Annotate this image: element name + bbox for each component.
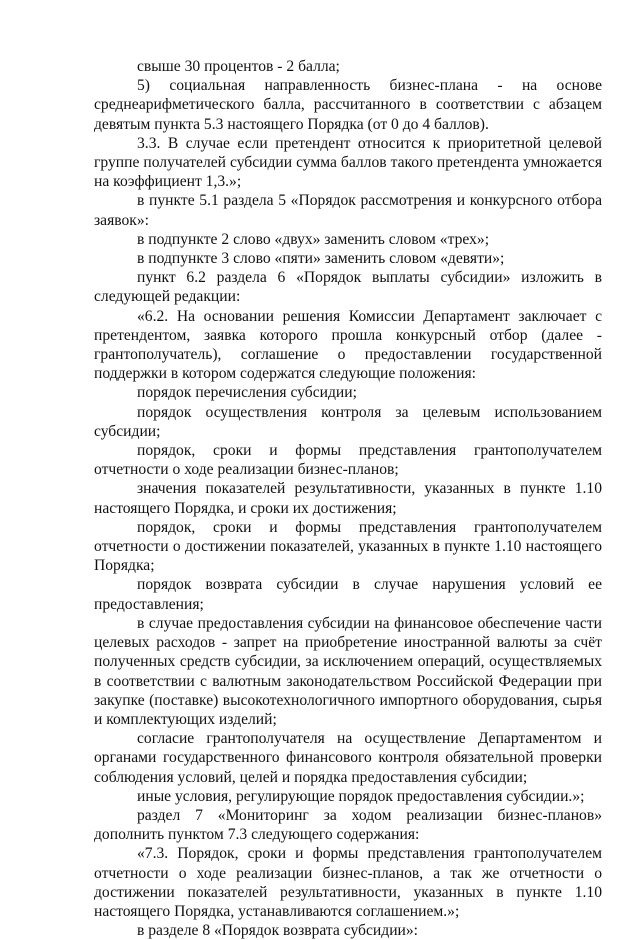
paragraph: в пункте 5.1 раздела 5 «Порядок рассмотрения и конкурсного отбора заявок»: bbox=[94, 192, 602, 229]
paragraph: иные условия, регулирующие порядок предоставления субсидии.»; bbox=[137, 787, 585, 805]
paragraph: «6.2. На основании решения Комиссии Департамент заключает с претендентом, заявка которого прошла конкурсный отбор (далее - грантополучатель), соглашение о предоставлении государственной поддержки в котором содержатся следующие положения: bbox=[94, 307, 602, 383]
paragraph: 3.3. В случае если претендент относится к приоритетной целевой группе получателей субсидии сумма баллов такого претендента умножается на коэффициент 1,3.»; bbox=[94, 134, 602, 191]
paragraph: «7.3. Порядок, сроки и формы представления грантополучателем отчетности о ходе реализации бизнес-планов, а так же отчетности о достижении показателей результативности, указанных в пункте 1.10 настоящего Порядка, устанавливаются соглашением.»; bbox=[94, 845, 602, 920]
paragraph: в подпункте 2 слово «двух» заменить словом «трех»; bbox=[137, 230, 490, 248]
paragraph: порядок перечисления субсидии; bbox=[137, 384, 357, 402]
paragraph: пункт 6.2 раздела 6 «Порядок выплаты субсидии» изложить в следующей редакции: bbox=[94, 269, 602, 306]
paragraph: порядок, сроки и формы представления грантополучателем отчетности о достижении показателей, указанных в пункте 1.10 настоящего Порядка; bbox=[94, 518, 602, 575]
paragraph: порядок, сроки и формы представления грантополучателем отчетности о ходе реализации бизнес-планов; bbox=[94, 442, 602, 479]
paragraph: свыше 30 процентов - 2 балла; bbox=[137, 58, 340, 75]
paragraph: порядок возврата субсидии в случае нарушения условий ее предоставления; bbox=[94, 576, 602, 613]
paragraph: согласие грантополучателя на осуществление Департаментом и органами государственного финансового контроля обязательной проверки соблюдения условий, целей и порядка предоставления субсидии; bbox=[94, 730, 602, 786]
paragraph: в случае предоставления субсидии на финансовое обеспечение части целевых расходов - запрет на приобретение иностранной валюты за счёт полученных средств субсидии, за исключением операций, осуществляемых в соответствии с валютным законодательством Российской Федерации при закупке (поставке) высокотехнологичного импортного оборудования, сырья и комплектующих изделий; bbox=[94, 614, 602, 728]
paragraph: порядок осуществления контроля за целевым использованием субсидии; bbox=[94, 403, 602, 440]
paragraph: в подпункте 3 слово «пяти» заменить словом «девяти»; bbox=[137, 250, 505, 268]
paragraph: в разделе 8 «Порядок возврата субсидии»: bbox=[137, 922, 419, 940]
paragraph: 5) социальная направленность бизнес-плана - на основе среднеарифметического балла, рассчитанного в соответствии с абзацем девятым пункта 5.3 настоящего Порядка (от 0 до 4 баллов). bbox=[94, 77, 602, 133]
paragraph: значения показателей результативности, указанных в пункте 1.10 настоящего Порядка, и сроки их достижения; bbox=[94, 480, 602, 517]
paragraph: раздел 7 «Мониторинг за ходом реализации бизнес-планов» дополнить пунктом 7.3 следующего содержания: bbox=[94, 806, 602, 844]
